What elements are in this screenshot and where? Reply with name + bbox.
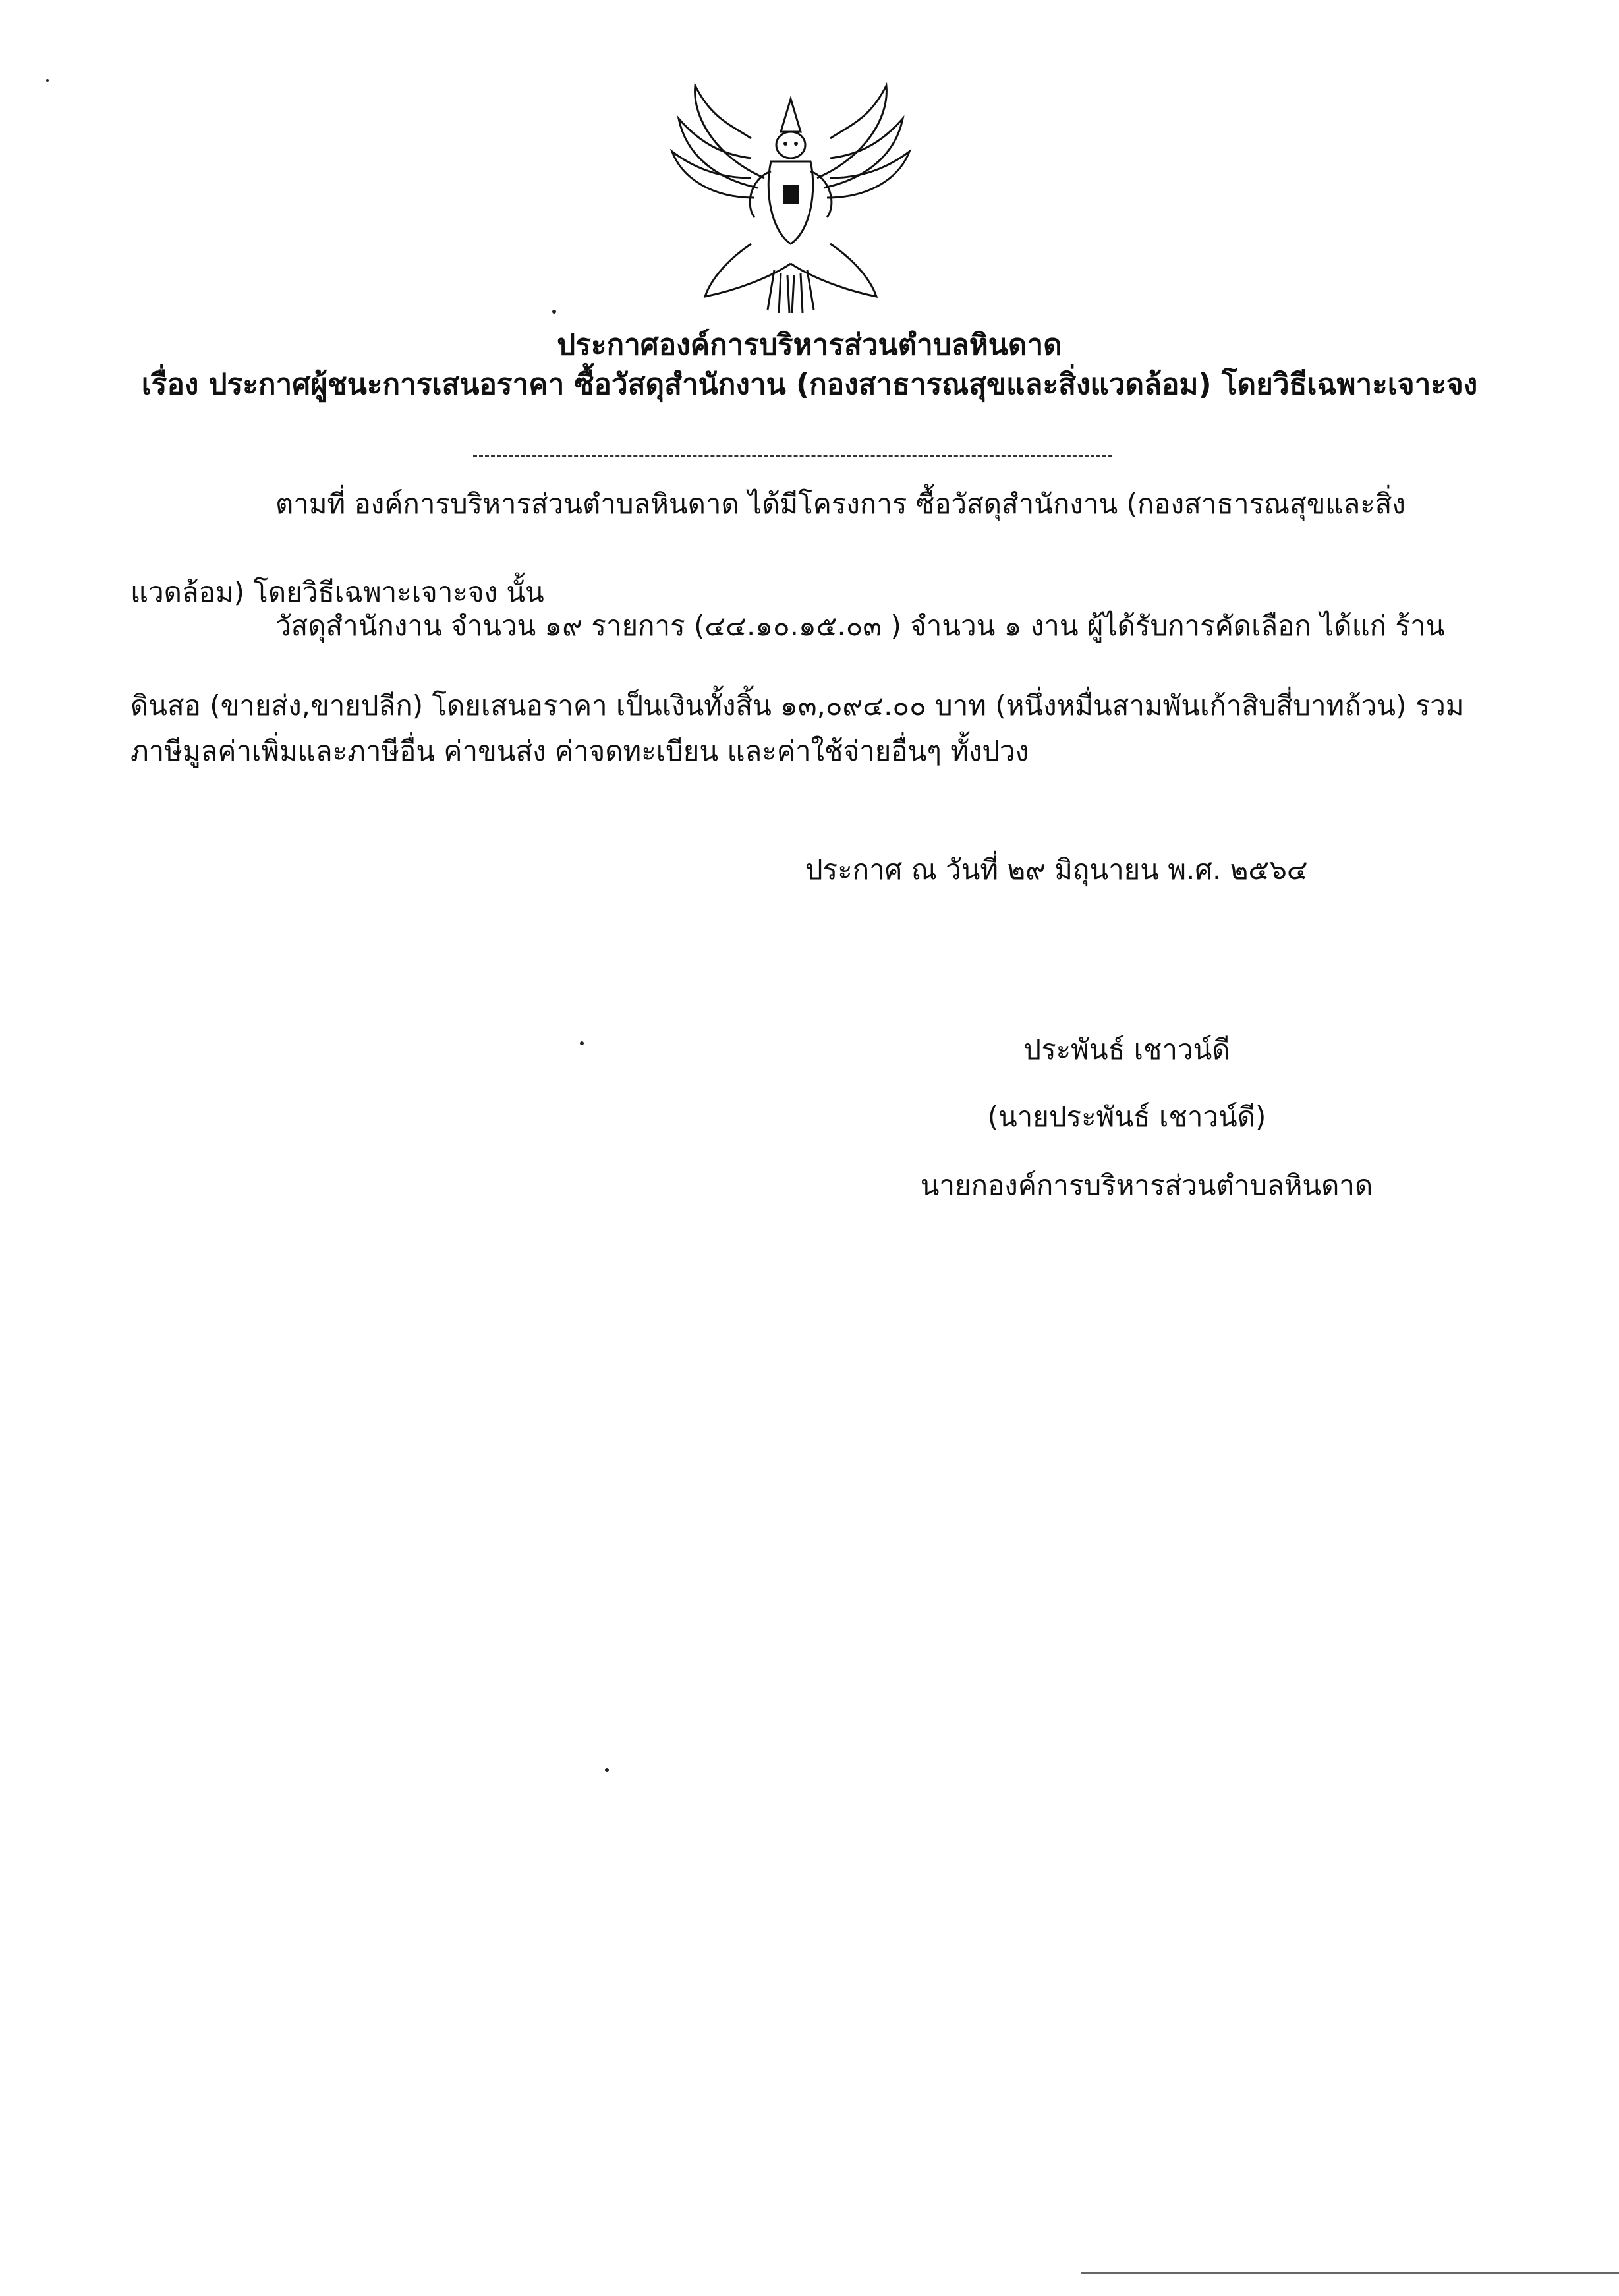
announce-date: ประกาศ ณ วันที่ ๒๙ มิถุนายน พ.ศ. ๒๕๖๔ [805, 853, 1308, 886]
signatory-position: นายกองค์การบริหารส่วนตำบลหินดาด [920, 1169, 1373, 1201]
document-title: ประกาศองค์การบริหารส่วนตำบลหินดาด [557, 328, 1062, 362]
document-subject: เรื่อง ประกาศผู้ชนะการเสนอราคา ซื้อวัสดุสำนักงาน (กองสาธารณสุขและสิ่งแวดล้อม) โดยวิธีเฉพาะเจาะจง [141, 368, 1478, 401]
scan-speck [605, 1768, 609, 1772]
scan-speck [552, 310, 556, 314]
body-line-5: ภาษีมูลค่าเพิ่มและภาษีอื่น ค่าขนส่ง ค่าจดทะเบียน และค่าใช้จ่ายอื่นๆ ทั้งปวง [130, 735, 1029, 767]
scan-edge-line [1081, 2272, 1619, 2274]
garuda-emblem-icon [666, 79, 916, 316]
signature-name: ประพันธ์ เชาวน์ดี [1023, 1033, 1230, 1066]
body-line-2: แวดล้อม) โดยวิธีเฉพาะเจาะจง นั้น [130, 576, 544, 608]
signatory-full-name: (นายประพันธ์ เชาวน์ดี) [987, 1101, 1266, 1133]
dashed-separator [473, 455, 1112, 457]
body-line-3: วัสดุสำนักงาน จำนวน ๑๙ รายการ (๔๔.๑๐.๑๕.๐๓ ) จำนวน ๑ งาน ผู้ได้รับการคัดเลือก ได้แก่ ร้าน [275, 610, 1445, 642]
scan-speck [46, 79, 49, 82]
body-line-1: ตามที่ องค์การบริหารส่วนตำบลหินดาด ได้มีโครงการ ซื้อวัสดุสำนักงาน (กองสาธารณสุขและสิ่ง [275, 488, 1406, 520]
scan-speck [580, 1041, 584, 1045]
body-line-4: ดินสอ (ขายส่ง,ขายปลีก) โดยเสนอราคา เป็นเงินทั้งสิ้น ๑๓,๐๙๔.๐๐ บาท (หนึ่งหมื่นสามพันเก้าสิบสี่บาทถ้วน) รวม [130, 689, 1464, 722]
